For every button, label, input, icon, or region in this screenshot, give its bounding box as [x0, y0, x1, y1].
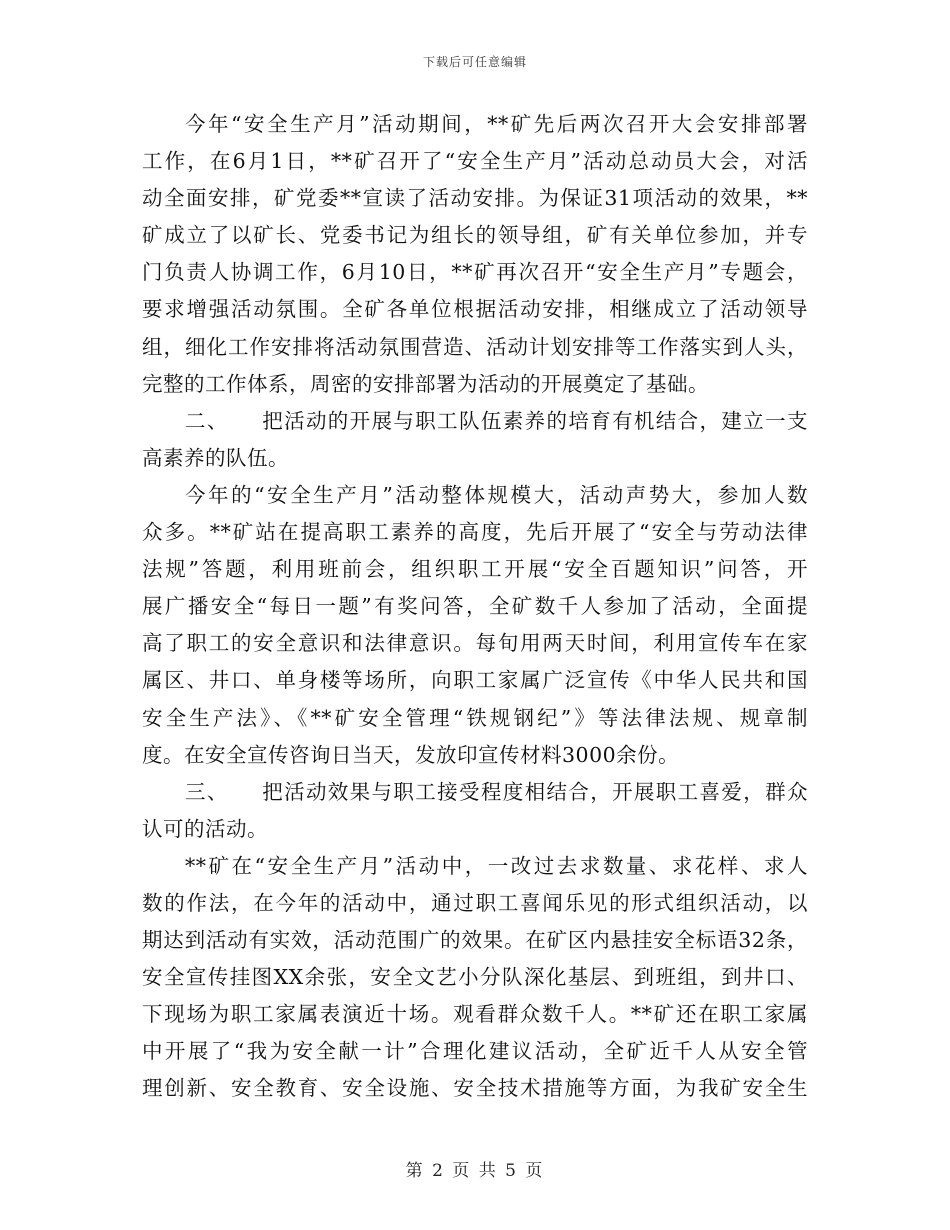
- paragraph-line: 要求增强活动氛围。全矿各单位根据活动安排，相继成立了活动领导: [142, 297, 808, 322]
- paragraph-line: 今年的“安全生产月”活动整体规模大，活动声势大，参加人数: [185, 482, 808, 507]
- paragraph-line: 工作，在6月1日，**矿召开了“安全生产月”活动总动员大会，对活: [142, 149, 808, 174]
- paragraph-line: 今年“安全生产月”活动期间，**矿先后两次召开大会安排部署: [185, 112, 808, 136]
- paragraph-line: 展广播安全“每日一题”有奖问答，全矿数千人参加了活动，全面提: [142, 594, 808, 619]
- page-header: 下载后可任意编辑: [422, 55, 527, 69]
- paragraph-line: 众多。**矿站在提高职工素养的高度，先后开展了“安全与劳动法律: [142, 520, 808, 545]
- section-heading-line: 二、 把活动的开展与职工队伍素养的培育有机结合，建立一支: [185, 408, 808, 433]
- paragraph-line: 度。在安全宣传咨询日当天，发放印宣传材料3000余份。: [142, 742, 680, 767]
- section-heading-line: 三、 把活动效果与职工接受程度相结合，开展职工喜爱，群众: [185, 779, 808, 804]
- paragraph-line: 完整的工作体系，周密的安排部署为活动的开展奠定了基础。: [142, 371, 709, 396]
- paragraph-line: 理创新、安全教育、安全设施、安全技术措施等方面，为我矿安全生: [142, 1076, 808, 1101]
- paragraph-line: 下现场为职工家属表演近十场。观看群众数千人。**矿还在职工家属: [142, 1002, 808, 1027]
- paragraph-line: 中开展了“我为安全献一计”合理化建议活动，全矿近千人从安全管: [142, 1039, 808, 1064]
- paragraph-line: 安全宣传挂图XX余张，安全文艺小分队深化基层、到班组，到井口、: [142, 965, 808, 990]
- paragraph-line: 安全生产法》、《**矿安全管理“铁规钢纪”》等法律法规、规章制: [142, 705, 808, 730]
- paragraph-line: 组，细化工作安排将活动氛围营造、活动计划安排等工作落实到人头，: [142, 334, 808, 359]
- paragraph-line: 数的作法，在今年的活动中，通过职工喜闻乐见的形式组织活动，以: [142, 890, 808, 915]
- section-heading-line: 高素养的队伍。: [142, 445, 289, 470]
- paragraph-line: 期达到活动有实效，活动范围广的效果。在矿区内悬挂安全标语32条，: [142, 928, 808, 953]
- page-number-footer: 第 2 页 共 5 页: [405, 1161, 545, 1181]
- paragraph-line: 高了职工的安全意识和法律意识。每旬用两天时间，利用宣传车在家: [142, 631, 808, 656]
- paragraph-line: 属区、井口、单身楼等场所，向职工家属广泛宣传《中华人民共和国: [142, 668, 808, 693]
- paragraph-line: 矿成立了以矿长、党委书记为组长的领导组，矿有关单位参加，并专: [142, 223, 808, 248]
- section-heading-line: 认可的活动。: [142, 816, 268, 841]
- paragraph-line: **矿在“安全生产月”活动中，一改过去求数量、求花样、求人: [185, 853, 808, 878]
- paragraph-line: 法规”答题，利用班前会，组织职工开展“安全百题知识”问答，开: [142, 557, 808, 582]
- paragraph-line: 门负责人协调工作，6月10日，**矿再次召开“安全生产月”专题会，: [142, 260, 808, 285]
- paragraph-line: 动全面安排，矿党委**宣读了活动安排。为保证31项活动的效果，**: [142, 186, 808, 211]
- document-body: [142, 106, 808, 1108]
